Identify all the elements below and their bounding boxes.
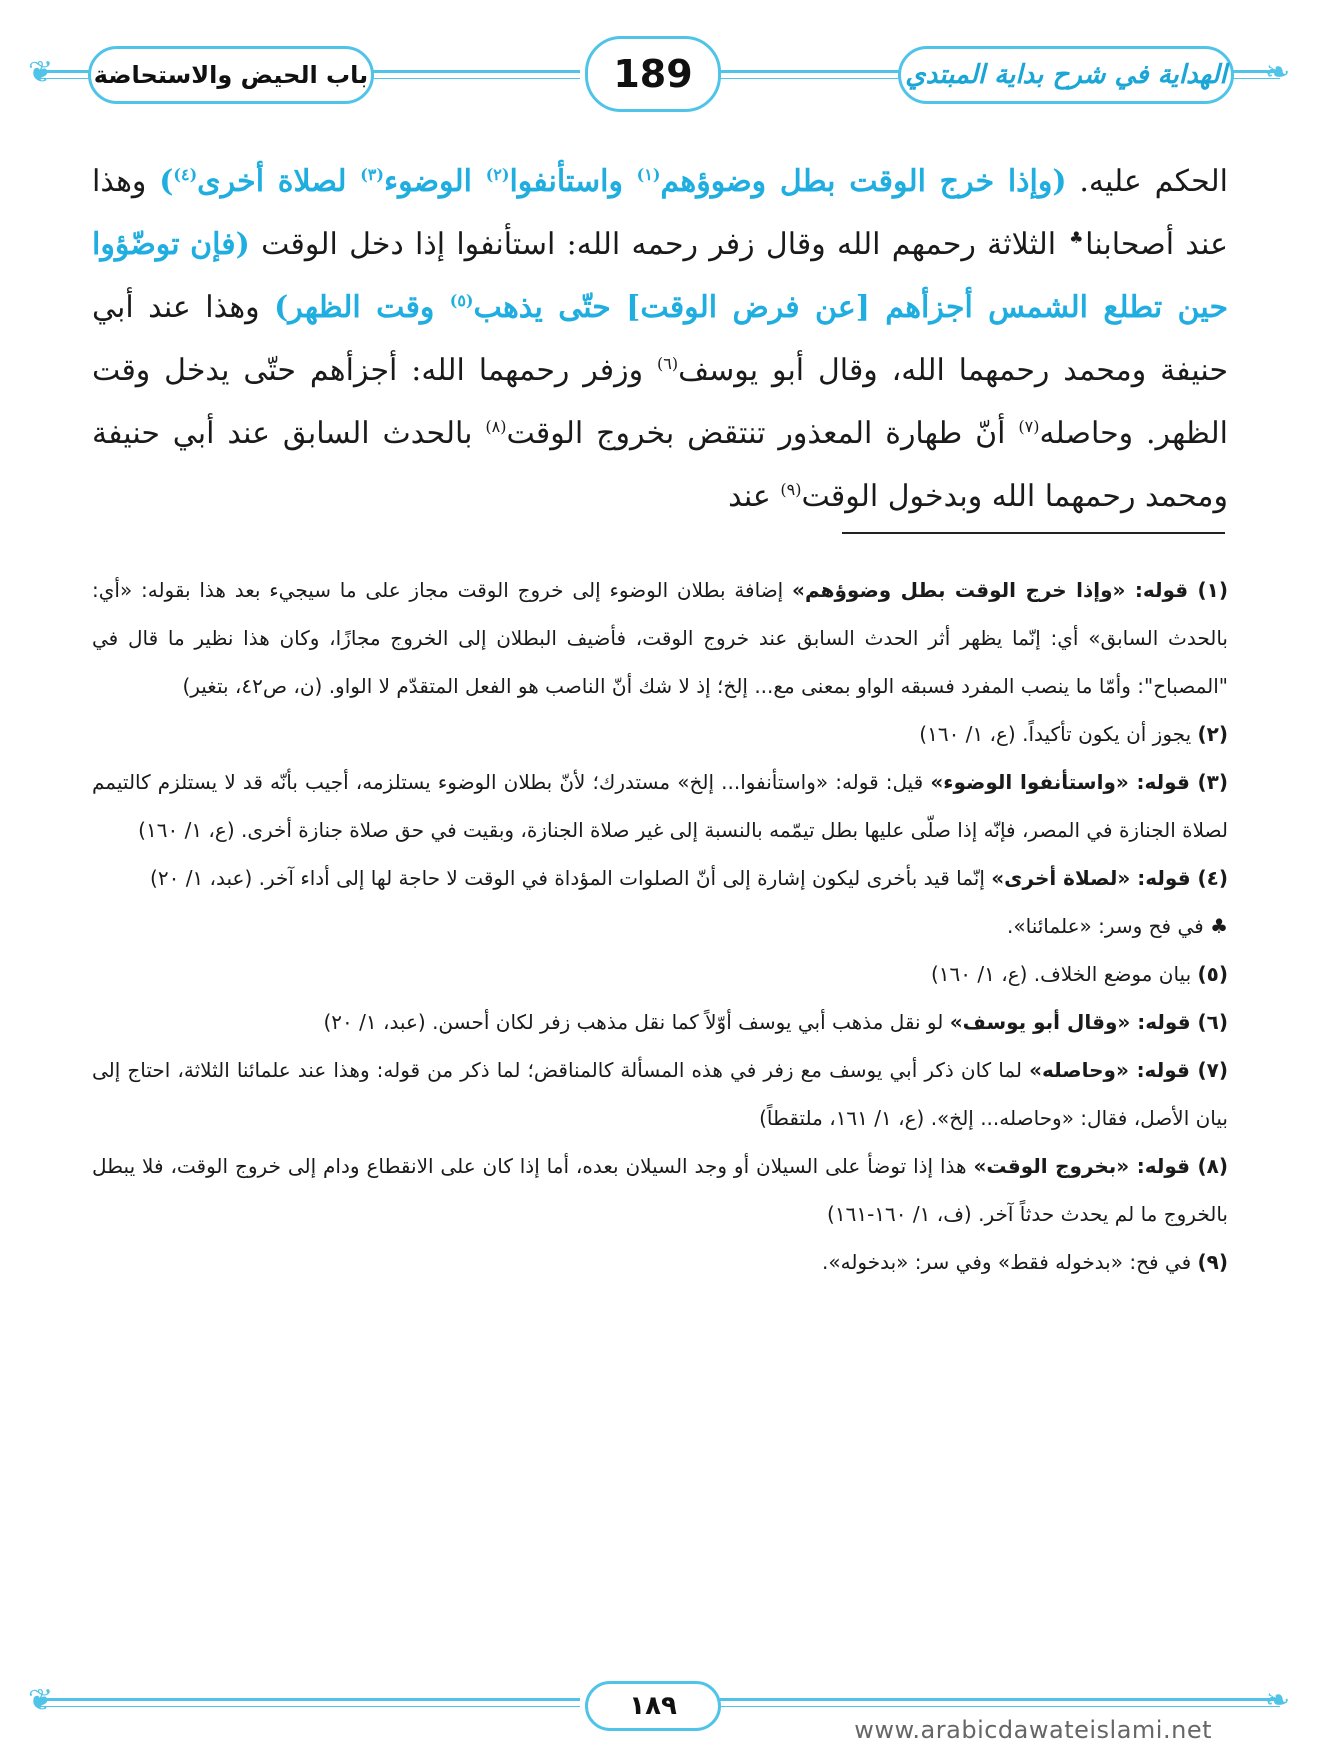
text-run: عند bbox=[728, 479, 781, 514]
footnote-ref[interactable]: (٧) bbox=[1018, 417, 1040, 436]
footer-ornament-left-icon: ❦ bbox=[28, 1683, 54, 1718]
footnote-5: (٥) بيان موضع الخلاف. (ع، ١/ ١٦٠) bbox=[930, 962, 1228, 986]
footer-page-number: ١٨٩ bbox=[585, 1681, 721, 1731]
text-run: الثلاثة رحمهم الله وقال زفر رحمه الله: استأنفوا إذا دخل الوقت bbox=[249, 227, 1068, 262]
footnote-9: (٩) في فح: «بدخوله فقط» وفي سر: «بدخوله». bbox=[822, 1250, 1228, 1274]
text-run: وهذا عند أبي حنيفة ومحمد رحمهما الله، وقال أبو يوسف bbox=[92, 290, 1228, 388]
matn-text: (فإن توضّؤوا حين تطلع الشمس أجزأهم [عن فرض الوقت] حتّى يذهب$^{(٥)}$ وقت الظهر) bbox=[92, 227, 1228, 325]
footnote-4: (٤) قوله: «لصلاة أخرى» إنّما قيد بأخرى ليكون إشارة إلى أنّ الصلوات المؤداة في الوقت لا حاجة لها إلى أداء آخر. (عبد، ١/ ٢٠) bbox=[150, 866, 1228, 890]
footnote-2: (٢) يجوز أن يكون تأكيداً. (ع، ١/ ١٦٠) bbox=[919, 722, 1228, 746]
footnote-ref[interactable]: (٨) bbox=[485, 417, 507, 436]
footnote-ref[interactable]: (٢) bbox=[485, 165, 510, 184]
text-run: الحكم عليه. bbox=[1066, 164, 1228, 199]
footnote-6: (٦) قوله: «وقال أبو يوسف» لو نقل مذهب أبي يوسف أوّلاً كما نقل مذهب زفر لكان أحسن. (عبد، ١/ ٢٠) bbox=[323, 1010, 1228, 1034]
footnote-1: (١) قوله: «وإذا خرج الوقت بطل وضوؤهم» إضافة بطلان الوضوء إلى خروج الوقت مجاز على ما سيجيء بعد هذا بقوله: «أي: بالحدث السابق» أي: إنّما يظهر أثر الحدث السابق عند خروج الوقت، فأضيف البطلان إلى الخروج مجازًا، وكان هذا نظير ما قال في "المصباح": وأمّا ما ينصب المفرد فسبقه الواو بمعنى مع... إلخ؛ إذ لا شك أنّ الناصب هو الفعل المتقدّم لا الواو. (ن، ص٤٢، بتغير) bbox=[92, 578, 1229, 698]
footer-rule-right-lower bbox=[720, 1706, 1280, 1707]
footnote-ref[interactable]: (٣) bbox=[360, 165, 384, 184]
footer-rule-left-lower bbox=[40, 1706, 580, 1707]
footnote-ref[interactable]: (٩) bbox=[780, 480, 802, 499]
footnote-star-ref[interactable]: ♣ bbox=[1067, 228, 1086, 247]
footnote-7: (٧) قوله: «وحاصله» لما كان ذكر أبي يوسف مع زفر في هذه المسألة كالمناقض؛ لما ذكر من قوله: وهذا عند علمائنا الثلاثة، احتاج إلى بيان الأصل، فقال: «وحاصله... إلخ». (ع، ١/ ١٦١، ملتقطاً) bbox=[92, 1058, 1229, 1130]
footnote-ref[interactable]: (٦) bbox=[656, 354, 679, 373]
text-run: وزفر رحمهما الله: أجزأهم حتّى يدخل وقت الظهر. وحاصله bbox=[92, 353, 1228, 451]
footnote-ref[interactable]: (٥) bbox=[449, 291, 474, 310]
text-run: وهذا عند أصحابنا bbox=[92, 164, 1229, 262]
footnote-8: (٨) قوله: «بخروج الوقت» هذا إذا توضأ على السيلان أو وجد السيلان بعده، أما إذا كان على الانقطاع ودام إلى خروج الوقت، فلا يبطل بالخروج ما لم يحدث حدثاً آخر. (ف، ١/ ١٦٠-١٦١) bbox=[92, 1154, 1228, 1226]
footer-rule-right bbox=[720, 1698, 1280, 1701]
footnote-star: ♣ في فح وسر: «علمائنا». bbox=[1007, 914, 1228, 938]
text-run: أنّ طهارة المعذور تنتقض بخروج الوقت bbox=[506, 416, 1019, 451]
page-number: 189 bbox=[585, 36, 721, 112]
footnote-ref[interactable]: (٤) bbox=[173, 165, 198, 184]
footer-rule-left bbox=[40, 1698, 580, 1701]
matn-text: (وإذا خرج الوقت بطل وضوؤهم$^{(١)}$ واستأنفوا$^{(٢)}$ الوضوء$^{(٣)}$ لصلاة أخرى$^{(٤)}$) bbox=[159, 164, 1067, 199]
main-text bbox=[92, 150, 1228, 528]
text-run: بالحدث السابق عند أبي حنيفة ومحمد رحمهما الله وبدخول الوقت bbox=[92, 416, 1228, 514]
footnote-3: (٣) قوله: «واستأنفوا الوضوء» قيل: قوله: «واستأنفوا... إلخ» مستدرك؛ لأنّ بطلان الوضوء يستلزمه، أجيب بأنّه قد لا يستلزم كالتيمم لصلاة الجنازة في المصر، فإنّه إذا صلّى عليها بطل تيمّمه بالنسبة إلى غير صلاة الجنازة، وبقيت في حق صلاة جنازة أخرى. (ع، ١/ ١٦٠) bbox=[92, 770, 1228, 842]
ornament-right-icon: ❧ bbox=[1265, 55, 1291, 90]
ornament-left-icon: ❦ bbox=[28, 55, 54, 90]
footer-ornament-right-icon: ❧ bbox=[1265, 1683, 1291, 1718]
book-title: الهداية في شرح بداية المبتدي bbox=[898, 46, 1234, 104]
footnote-separator bbox=[842, 532, 1225, 534]
chapter-title: باب الحيض والاستحاضة bbox=[88, 46, 374, 104]
website-url[interactable]: www.arabicdawateislami.net bbox=[854, 1716, 1212, 1744]
footnotes bbox=[92, 566, 1228, 1286]
footnote-ref[interactable]: (١) bbox=[636, 165, 661, 184]
